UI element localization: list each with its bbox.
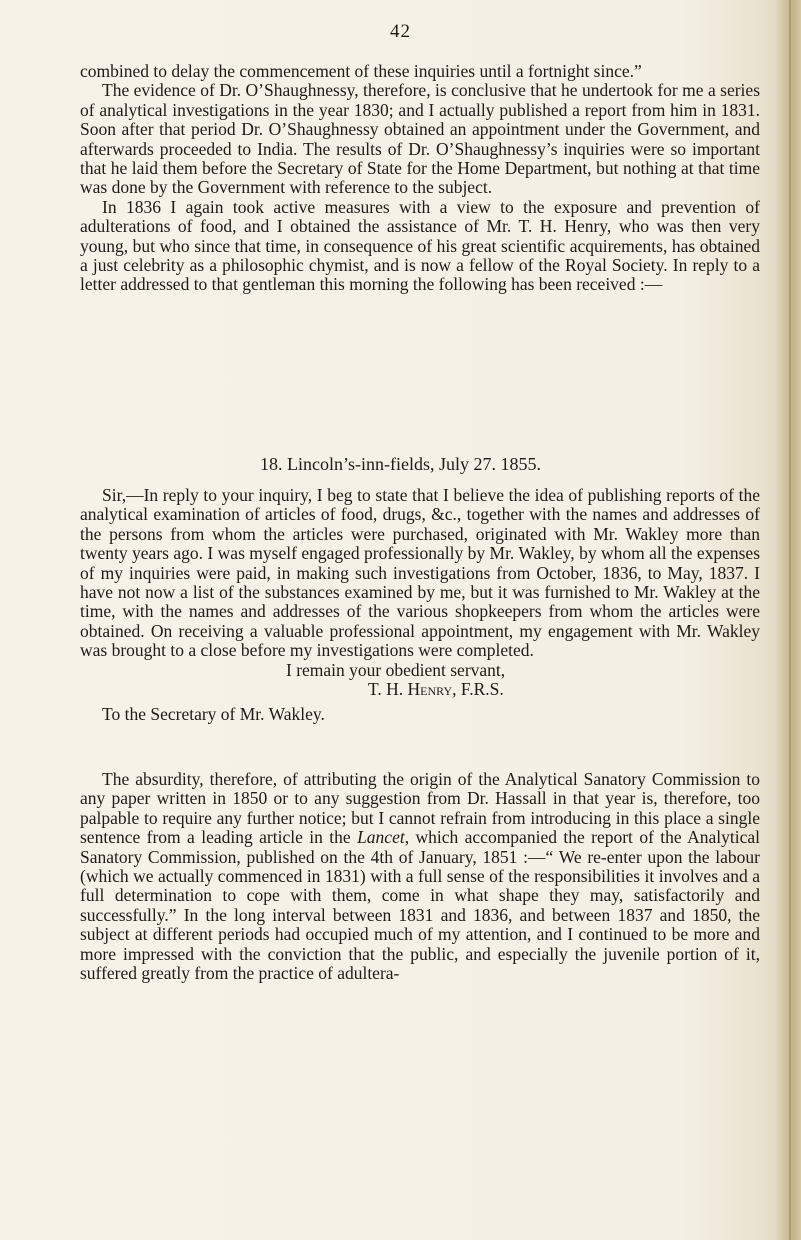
letter-body: Sir,—In reply to your inquiry, I beg to state that I believe the idea of publishing reports of the analytical examination of articles of food, drugs, &c., together with the names and addresses of the persons from whom the articles were purchased, originated with Mr. Wakley more than twenty years ago. I was myself engaged professionally by Mr. Wakley, by whom all the expenses of my inquiries were paid, in making such investigations from October, 1836, to May, 1837. I have not now a list of the substances examined by me, but it was furnished to Mr. Wakley at the time, with the names and addresses of the various shopkeepers from whom the articles were obtained. On receiving a valuable professional appointment, my engagement with Mr. Wakley was brought to a close before my investigations were completed. bbox=[80, 485, 760, 661]
page-number: 42 bbox=[390, 21, 411, 42]
closing-paragraph-block bbox=[80, 770, 760, 983]
paragraph-4-part-a: The absurdity, therefore, of attributing the origin of the Analytical Sanatory Commission to any paper written in 1850 or to any suggestion from Dr. Hassall in that year is, therefore, too palpable to require any further notice; but I cannot refrain from introducing in this place a single sentence from a leading article in the bbox=[80, 769, 760, 848]
lancet-title: Lancet bbox=[357, 827, 405, 848]
letter-address: 18. Lincoln’s-inn-fields, July 27. 1855. bbox=[260, 454, 541, 474]
letter-closing: I remain your obedient servant, bbox=[286, 659, 506, 680]
page-edge-line bbox=[789, 0, 791, 1240]
paragraph-2: The evidence of Dr. O’Shaughnessy, therefore, is conclusive that he undertook for me a series of analytical investigations in the year 1830; and I actually published a report from him in 1831. Soon after that period Dr. O’Shaughnessy obtained an appointment under the Government, and afterwards proceeded to India. The results of Dr. O’Shaughnessy’s inquiries were so important that he laid them before the Secretary of State for the Home Department, but nothing at that time was done by the Government with reference to the subject. bbox=[80, 80, 760, 198]
page-edge-shadow bbox=[775, 0, 801, 1240]
paragraph-3: In 1836 I again took active measures with a view to the exposure and prevention of adulterations of food, and I obtained the assistance of Mr. T. H. Henry, who was then very young, but who since that time, in consequence of his great scientific acquirements, has obtained a just celebrity as a philosophic chymist, and is now a fellow of the Royal Society. In reply to a letter addressed to that gentleman this morning the following has been received :— bbox=[80, 196, 760, 295]
paragraph-1: combined to delay the commencement of these inquiries until a fortnight since.” bbox=[80, 61, 642, 81]
paragraph-4-part-b: , which accompanied the report of the Analytical Sanatory Commission, published on the 4th of January, 1851 :—“ We re-enter upon the labour (which we actually commenced in 1831) with a full sense of the responsibilities it involves and a full determination to cope with them, come in what shape they may, satisfactorily and successfully.” In the long interval between 1831 and 1836, and between 1837 and 1850, the subject at different periods had occupied much of my attention, and I continued to be more and more impressed with the conviction that the public, and especially the juvenile portion of it, suffered greatly from the practice of adultera- bbox=[80, 827, 761, 984]
letter-recipient: To the Secretary of Mr. Wakley. bbox=[102, 704, 325, 725]
opening-paragraphs bbox=[80, 62, 760, 295]
letter-signature bbox=[80, 680, 760, 699]
letter bbox=[80, 486, 760, 725]
signature-text: T. H. Henry, F.R.S. bbox=[368, 679, 504, 700]
paragraph-4 bbox=[80, 770, 760, 983]
